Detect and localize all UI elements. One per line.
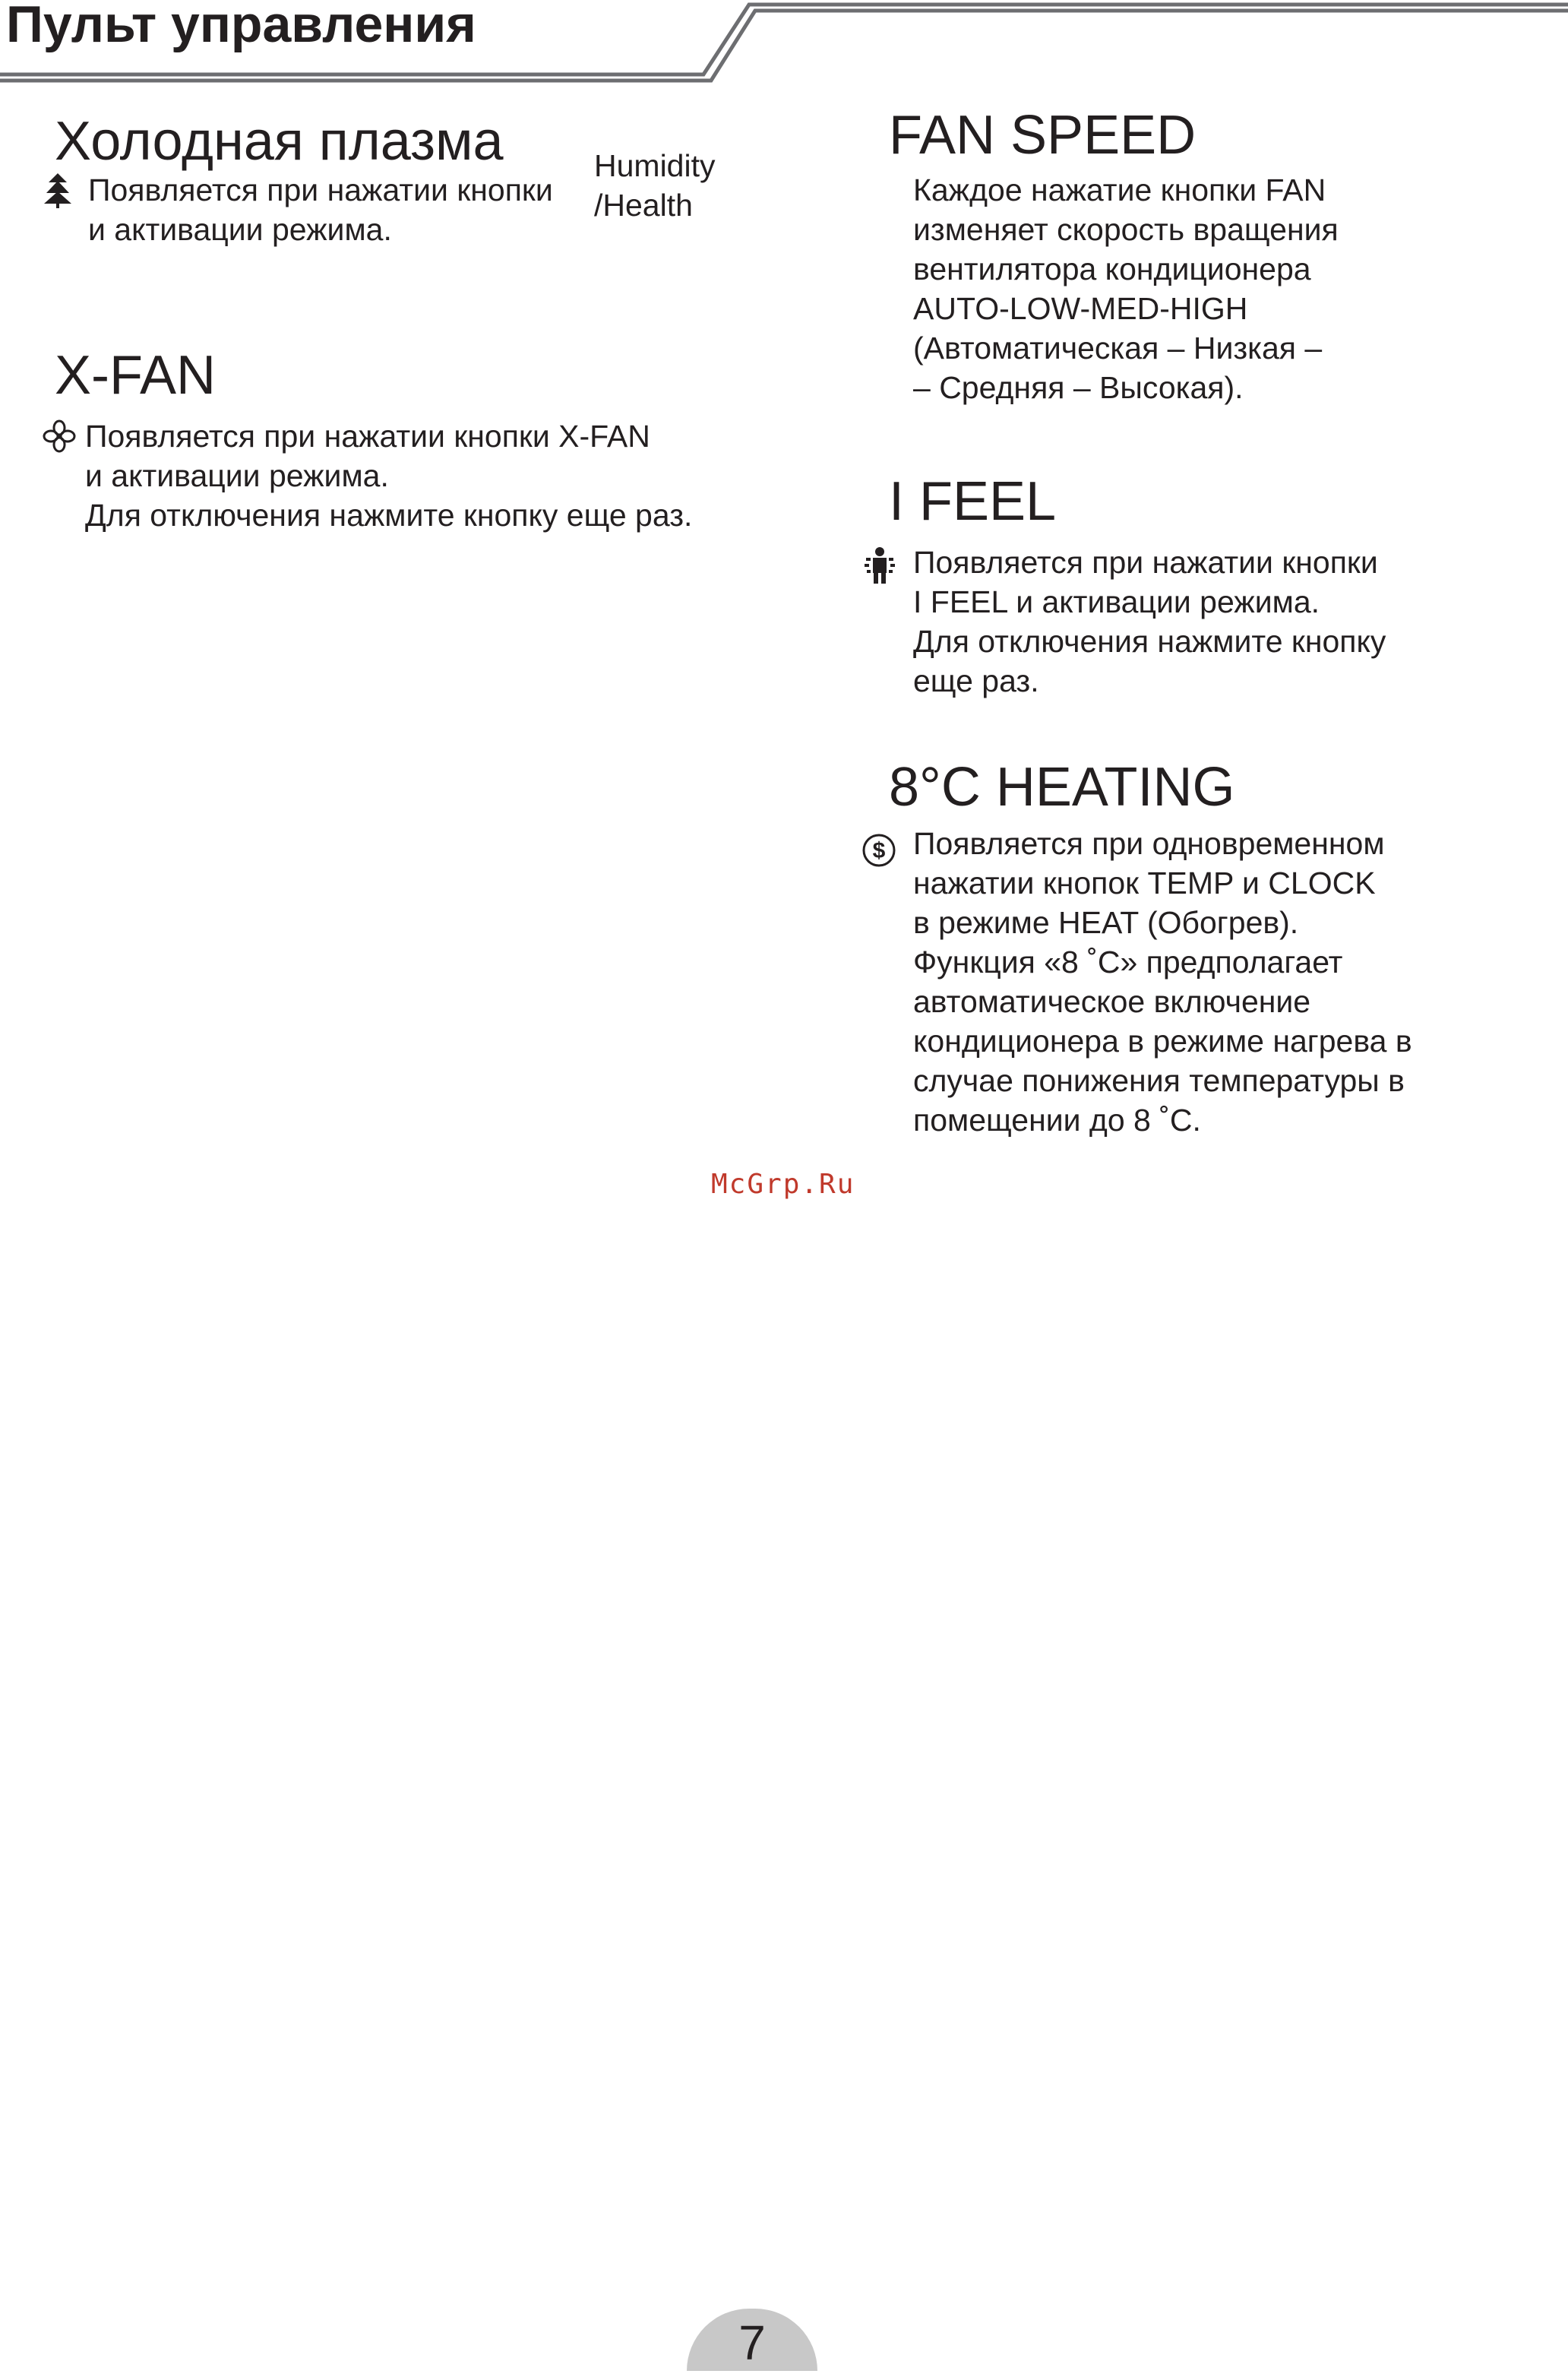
fan-speed-description — [913, 170, 1339, 407]
text-line: и активации режима. — [88, 212, 392, 247]
text-line: Каждое нажатие кнопки FAN — [913, 172, 1326, 207]
text-line: Появляется при нажатии кнопки — [88, 172, 553, 207]
text-line: автоматическое включение — [913, 984, 1311, 1019]
heating-8c-description — [913, 824, 1412, 1140]
cold-plasma-description — [88, 170, 553, 249]
text-line: вентилятора кондиционера — [913, 252, 1311, 286]
watermark-text: McGrp.Ru — [711, 1169, 855, 1200]
person-icon — [863, 546, 896, 584]
text-line: /Health — [594, 188, 693, 223]
text-line: и активации режима. — [85, 458, 389, 493]
cold-plasma-heading: Холодная плазма — [55, 111, 504, 172]
text-line: Появляется при одновременном — [913, 826, 1385, 861]
tree-icon — [43, 172, 73, 208]
page-number-badge — [687, 2309, 817, 2371]
text-line: нажатии кнопок TEMP и CLOCK — [913, 866, 1376, 900]
text-line: изменяет скорость вращения — [913, 212, 1339, 247]
text-line: еще раз. — [913, 663, 1039, 698]
svg-text:$: $ — [872, 838, 886, 863]
text-line: – Средняя – Высокая). — [913, 370, 1244, 405]
text-line: кондиционера в режиме нагрева в — [913, 1024, 1412, 1059]
text-line: помещении до 8 ˚С. — [913, 1103, 1201, 1138]
page-number: 7 — [738, 2315, 766, 2370]
heating-icon — [861, 833, 896, 868]
text-line: случае понижения температуры в — [913, 1063, 1405, 1098]
text-line: Для отключения нажмите кнопку — [913, 624, 1386, 659]
x-fan-description — [85, 416, 692, 535]
humidity-health-label — [594, 146, 715, 225]
text-line: Появляется при нажатии кнопки — [913, 545, 1378, 580]
fan-speed-heading: FAN SPEED — [889, 105, 1197, 166]
x-fan-heading: X-FAN — [55, 345, 217, 406]
text-line: AUTO-LOW-MED-HIGH — [913, 291, 1248, 326]
fan-icon — [43, 419, 76, 453]
text-line: Humidity — [594, 148, 716, 183]
text-line: Функция «8 ˚С» предполагает — [913, 945, 1343, 980]
i-feel-heading: I FEEL — [889, 471, 1057, 532]
text-line: Для отключения нажмите кнопку еще раз. — [85, 498, 693, 533]
text-line: Появляется при нажатии кнопки X-FAN — [85, 419, 650, 454]
text-line: I FEEL и активации режима. — [913, 584, 1320, 619]
heating-8c-heading: 8°C HEATING — [889, 757, 1235, 818]
text-line: в режиме HEAT (Обогрев). — [913, 905, 1299, 940]
i-feel-description — [913, 543, 1386, 701]
text-line: (Автоматическая – Низкая – — [913, 331, 1323, 366]
page-title: Пульт управления — [6, 0, 476, 53]
